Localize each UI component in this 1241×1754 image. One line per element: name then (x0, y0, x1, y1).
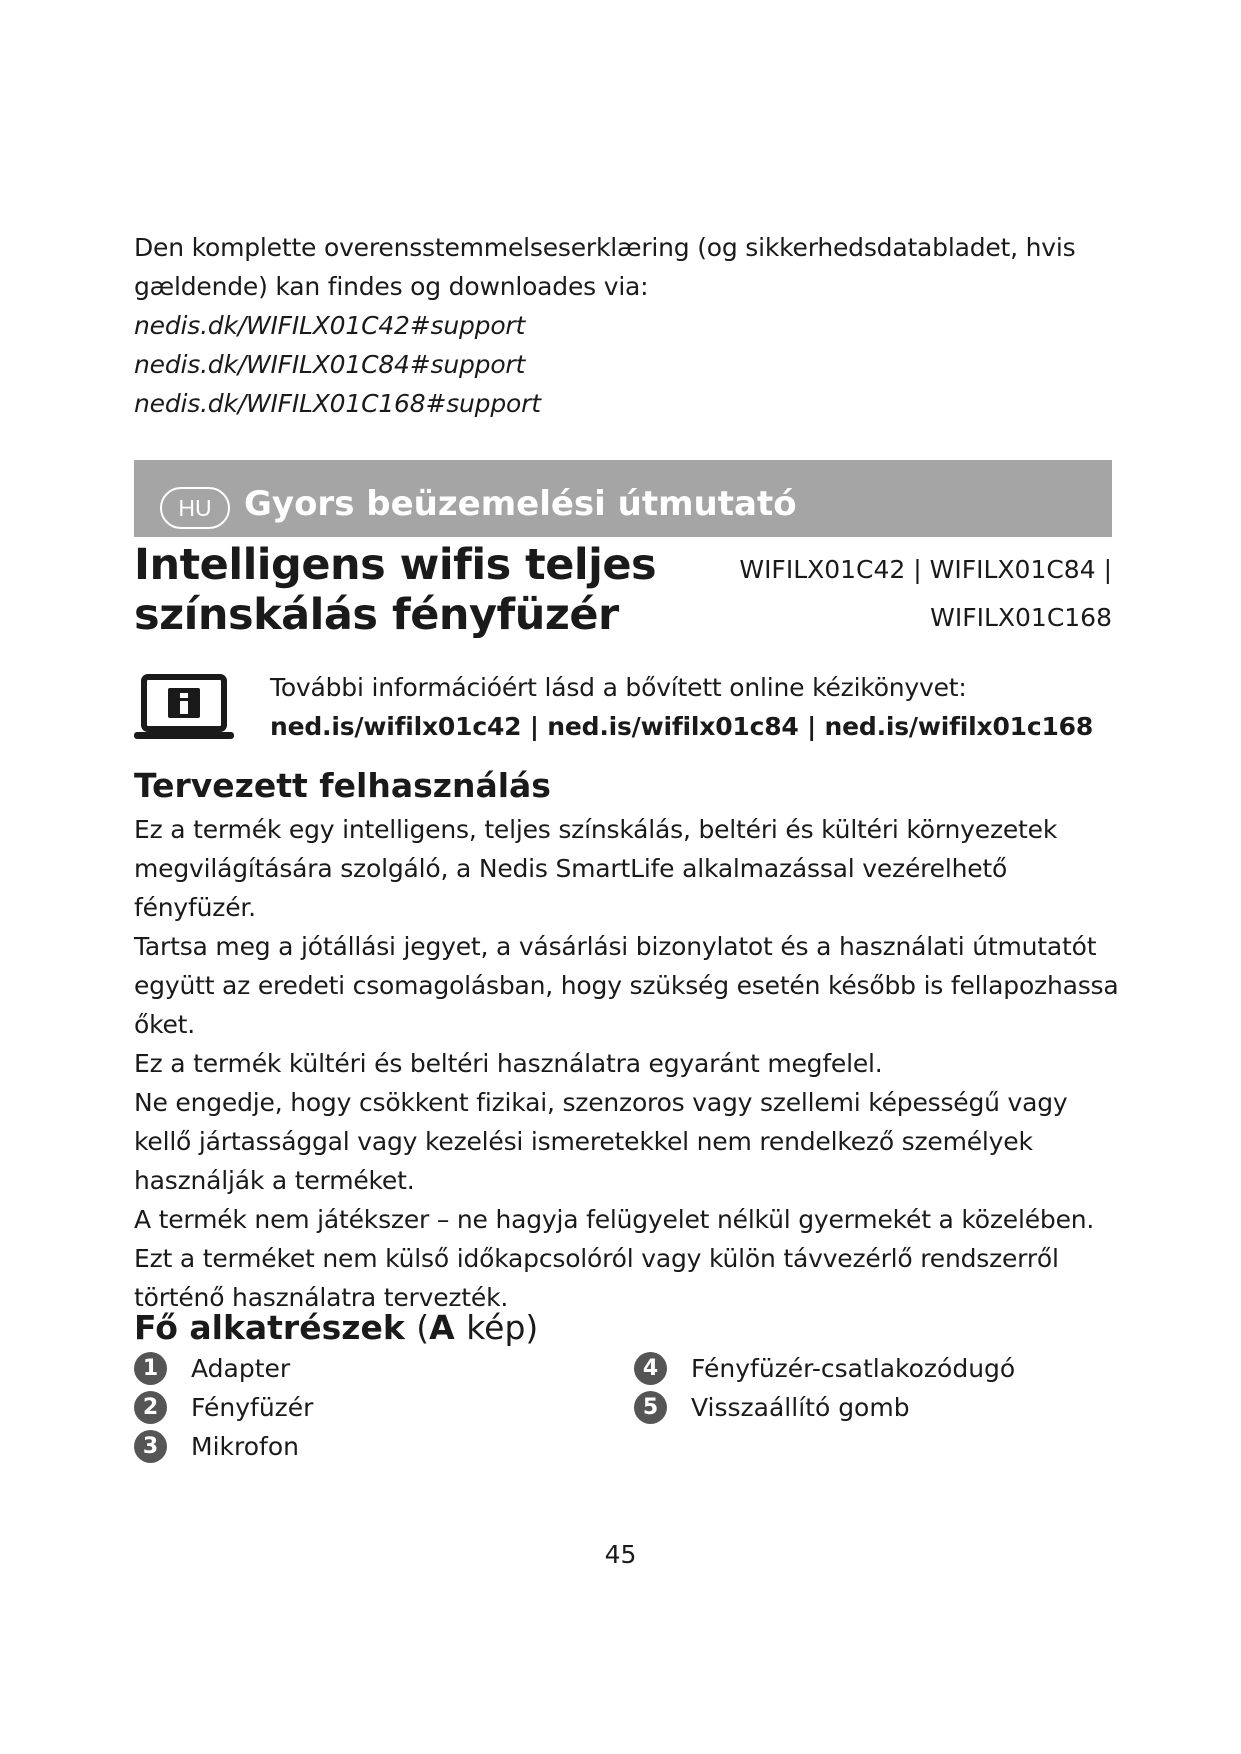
parts-list-left (134, 1349, 313, 1466)
part-number-badge: 5 (634, 1391, 667, 1424)
online-manual-links[interactable]: ned.is/wifilx01c42 | ned.is/wifilx01c84 | ned.is/wifilx01c168 (270, 712, 1094, 741)
part-label: Adapter (191, 1354, 291, 1383)
intro-text: Den komplette overensstemmelseserklæring (og sikkerhedsdatabladet, hvis gældende) kan findes og downloades via: (134, 233, 1076, 301)
language-code-badge: HU (160, 487, 230, 529)
part-number-badge: 2 (134, 1391, 167, 1424)
intro-section (134, 228, 1114, 423)
part-item (634, 1388, 1015, 1427)
part-label: Fényfüzér-csatlakozódugó (691, 1354, 1016, 1383)
part-number-badge: 3 (134, 1430, 167, 1463)
info-block (270, 668, 1130, 746)
model-numbers-line-2: WIFILX01C168 (930, 603, 1112, 632)
part-item (134, 1349, 313, 1388)
support-link-c168[interactable]: nedis.dk/WIFILX01C168#support (134, 389, 541, 418)
intended-use-paragraph: Ezt a terméket nem külső időkapcsolóról vagy külön távvezérlő rendszerről történő használatra tervezték. (134, 1244, 1059, 1312)
part-item (134, 1388, 313, 1427)
page-number: 45 (604, 1540, 637, 1569)
info-laptop-icon (134, 674, 234, 742)
intended-use-paragraph: A termék nem játékszer – ne hagyja felügyelet nélkül gyermekét a közelében. (134, 1205, 1095, 1234)
main-parts-heading-rest: kép) (466, 1308, 539, 1347)
model-numbers-line-1: WIFILX01C42 | WIFILX01C84 | (739, 555, 1112, 584)
info-text: További információért lásd a bővített online kézikönyvet: (270, 673, 967, 702)
part-label: Mikrofon (191, 1432, 299, 1461)
support-link-c42[interactable]: nedis.dk/WIFILX01C42#support (134, 311, 526, 340)
product-title-line-2: színskálás fényfüzér (134, 590, 619, 640)
part-item (634, 1349, 1015, 1388)
parts-list-right (634, 1349, 1015, 1427)
main-parts-heading-ref: A (429, 1308, 455, 1347)
language-banner (134, 460, 1112, 537)
intended-use-paragraph: Ne engedje, hogy csökkent fizikai, szenzoros vagy szellemi képességű vagy kellő jártassággal vagy kezelési ismeretekkel nem rendelkező személyek használják a terméket. (134, 1088, 1068, 1195)
model-numbers (700, 546, 1112, 642)
part-number-badge: 4 (634, 1352, 667, 1385)
intended-use-paragraph: Tartsa meg a jótállási jegyet, a vásárlási bizonylatot és a használati útmutatót együtt az eredeti csomagolásban, hogy szükség esetén később is fellapozhassa őket. (134, 932, 1119, 1039)
part-label: Visszaállító gomb (691, 1393, 910, 1422)
product-title-line-1: Intelligens wifis teljes (134, 540, 657, 590)
intended-use-text (134, 810, 1124, 1317)
intended-use-paragraph: Ez a termék egy intelligens, teljes színskálás, beltéri és kültéri környezetek megvilágítására szolgáló, a Nedis SmartLife alkalmazással vezérelhető fényfüzér. (134, 815, 1058, 922)
part-item (134, 1427, 313, 1466)
banner-title: Gyors beüzemelési útmutató (244, 484, 797, 524)
part-number-badge: 1 (134, 1352, 167, 1385)
product-title (134, 540, 754, 640)
support-link-c84[interactable]: nedis.dk/WIFILX01C84#support (134, 350, 526, 379)
intended-use-heading: Tervezett felhasználás (134, 766, 551, 805)
main-parts-heading-bold: Fő alkatrészek (134, 1308, 405, 1347)
main-parts-heading-paren: ( (416, 1308, 430, 1347)
part-label: Fényfüzér (191, 1393, 314, 1422)
intended-use-paragraph: Ez a termék kültéri és beltéri használatra egyaránt megfelel. (134, 1049, 883, 1078)
main-parts-heading (134, 1306, 538, 1350)
